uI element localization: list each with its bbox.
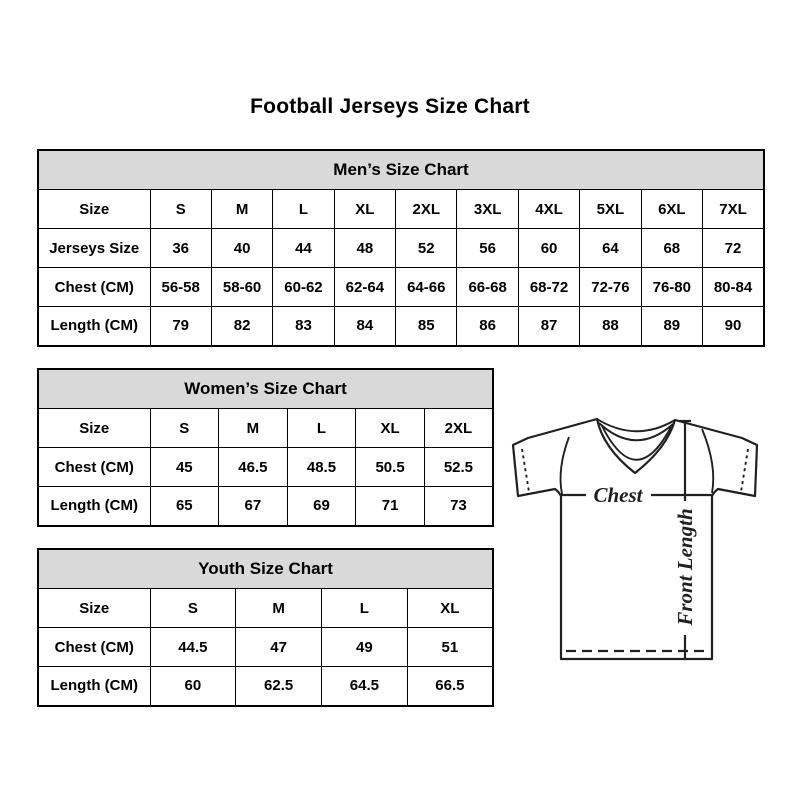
size-value-cell: 68-72 <box>518 268 579 307</box>
table-row <box>38 628 493 667</box>
size-value-cell: 36 <box>150 229 211 268</box>
size-value-cell: 44 <box>273 229 334 268</box>
size-value-cell: 7XL <box>703 190 764 229</box>
size-value-cell: 65 <box>150 487 219 526</box>
size-value-cell: 66-68 <box>457 268 518 307</box>
size-value-cell: 72-76 <box>580 268 641 307</box>
row-header-cell: Size <box>38 409 150 448</box>
size-value-cell: 44.5 <box>150 628 236 667</box>
chest-label: Chest <box>593 483 643 507</box>
row-header-cell: Chest (CM) <box>38 448 150 487</box>
size-value-cell: 87 <box>518 307 579 346</box>
size-value-cell: 69 <box>287 487 356 526</box>
size-value-cell: 50.5 <box>356 448 425 487</box>
size-value-cell: 51 <box>407 628 493 667</box>
table-row <box>38 190 764 229</box>
size-value-cell: M <box>219 409 288 448</box>
table-section-header: Youth Size Chart <box>38 549 493 589</box>
row-header-cell: Jerseys Size <box>38 229 150 268</box>
table-row <box>38 307 764 346</box>
size-value-cell: 56 <box>457 229 518 268</box>
size-value-cell: 47 <box>236 628 322 667</box>
row-header-cell: Length (CM) <box>38 667 150 706</box>
table-section-header: Men’s Size Chart <box>38 150 764 190</box>
table-row <box>38 667 493 706</box>
page-title: Football Jerseys Size Chart <box>250 95 530 118</box>
size-value-cell: 79 <box>150 307 211 346</box>
table-row <box>38 589 493 628</box>
size-value-cell: 66.5 <box>407 667 493 706</box>
size-value-cell: 85 <box>396 307 457 346</box>
size-value-cell: 48 <box>334 229 395 268</box>
size-value-cell: S <box>150 190 211 229</box>
table-row <box>38 268 764 307</box>
womens-size-chart-table <box>37 368 494 527</box>
size-value-cell: 40 <box>211 229 272 268</box>
size-value-cell: 64 <box>580 229 641 268</box>
size-value-cell: 67 <box>219 487 288 526</box>
row-header-cell: Size <box>38 589 150 628</box>
row-header-cell: Length (CM) <box>38 307 150 346</box>
collar-arc-outer <box>597 419 675 431</box>
size-value-cell: 2XL <box>396 190 457 229</box>
size-value-cell: L <box>287 409 356 448</box>
size-value-cell: 49 <box>322 628 408 667</box>
jersey-outline <box>513 419 757 659</box>
size-value-cell: 48.5 <box>287 448 356 487</box>
row-header-cell: Length (CM) <box>38 487 150 526</box>
size-value-cell: 5XL <box>580 190 641 229</box>
size-value-cell: 60 <box>150 667 236 706</box>
table-row <box>38 448 493 487</box>
size-value-cell: M <box>236 589 322 628</box>
size-value-cell: 82 <box>211 307 272 346</box>
size-value-cell: S <box>150 589 236 628</box>
size-value-cell: 73 <box>424 487 493 526</box>
size-value-cell: 45 <box>150 448 219 487</box>
size-value-cell: M <box>211 190 272 229</box>
mens-size-chart-table <box>37 149 765 347</box>
size-value-cell: XL <box>356 409 425 448</box>
size-value-cell: XL <box>407 589 493 628</box>
table-section-header: Women’s Size Chart <box>38 369 493 409</box>
size-value-cell: 86 <box>457 307 518 346</box>
size-value-cell: 46.5 <box>219 448 288 487</box>
size-value-cell: 52 <box>396 229 457 268</box>
jersey-measurement-diagram <box>505 413 767 665</box>
size-value-cell: 64.5 <box>322 667 408 706</box>
table-row <box>38 229 764 268</box>
size-value-cell: 6XL <box>641 190 702 229</box>
size-value-cell: 71 <box>356 487 425 526</box>
size-value-cell: 72 <box>703 229 764 268</box>
size-value-cell: 84 <box>334 307 395 346</box>
size-value-cell: 62-64 <box>334 268 395 307</box>
front-length-label: Front Length <box>673 508 697 626</box>
size-value-cell: 62.5 <box>236 667 322 706</box>
size-value-cell: 60-62 <box>273 268 334 307</box>
size-value-cell: 2XL <box>424 409 493 448</box>
size-value-cell: 52.5 <box>424 448 493 487</box>
size-value-cell: 64-66 <box>396 268 457 307</box>
size-value-cell: 89 <box>641 307 702 346</box>
row-header-cell: Chest (CM) <box>38 268 150 307</box>
size-value-cell: 90 <box>703 307 764 346</box>
size-value-cell: L <box>273 190 334 229</box>
size-value-cell: 80-84 <box>703 268 764 307</box>
size-value-cell: 88 <box>580 307 641 346</box>
size-value-cell: L <box>322 589 408 628</box>
size-value-cell: 68 <box>641 229 702 268</box>
table-row <box>38 409 493 448</box>
size-value-cell: 58-60 <box>211 268 272 307</box>
size-value-cell: S <box>150 409 219 448</box>
size-value-cell: 83 <box>273 307 334 346</box>
size-value-cell: 60 <box>518 229 579 268</box>
row-header-cell: Chest (CM) <box>38 628 150 667</box>
youth-size-chart-table <box>37 548 494 707</box>
size-value-cell: XL <box>334 190 395 229</box>
size-value-cell: 3XL <box>457 190 518 229</box>
row-header-cell: Size <box>38 190 150 229</box>
size-value-cell: 76-80 <box>641 268 702 307</box>
size-value-cell: 4XL <box>518 190 579 229</box>
table-row <box>38 487 493 526</box>
size-value-cell: 56-58 <box>150 268 211 307</box>
